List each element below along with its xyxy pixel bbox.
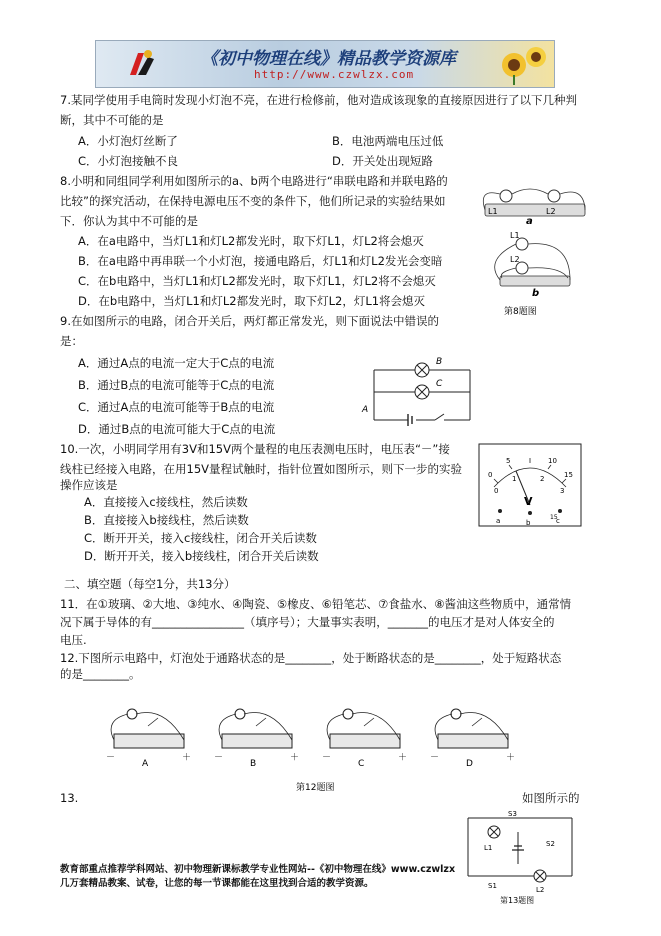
q13-circuit-figure bbox=[462, 806, 578, 906]
scale-top-5: 5 bbox=[506, 457, 511, 465]
svg-text:＋: ＋ bbox=[182, 753, 192, 763]
q11-line3: 电压. bbox=[60, 633, 87, 647]
point-a-label: A bbox=[362, 405, 369, 415]
q9-circuit-figure bbox=[360, 350, 480, 432]
q8-stem-line3: 下．你认为其中不可能的是 bbox=[60, 214, 198, 228]
q13-number: 13. bbox=[60, 791, 79, 805]
circuit-a bbox=[106, 709, 191, 763]
label-s1: S1 bbox=[488, 882, 497, 890]
q9-option-a: A．通过A点的电流一定大于C点的电流 bbox=[78, 356, 275, 370]
label-s2: S2 bbox=[546, 840, 555, 848]
footer-line2: 几万套精品教案、试卷，让您的每一节课都能在这里找到合适的教学资源。 bbox=[60, 878, 374, 889]
section2-heading: 二、填空题（每空1分，共13分） bbox=[64, 577, 236, 591]
q8-fig-b-L1: L1 bbox=[510, 231, 520, 240]
q7-stem-line1: 7.某同学使用手电筒时发现小灯泡不亮，在进行检修前，他对造成该现象的直接原因进行了以下几种判 bbox=[60, 93, 577, 107]
q7-stem-line2: 断，其中不可能的是 bbox=[60, 113, 164, 127]
q7-option-c: C．小灯泡接触不良 bbox=[78, 154, 179, 168]
q8-fig-caption: 第8题图 bbox=[504, 307, 537, 317]
q12-line1: 12.下图所示电路中，灯泡处于通路状态的是________，处于断路状态的是________，处于短路状态 bbox=[60, 651, 562, 665]
q8-option-c: C．在b电路中，当灯L1和灯L2都发光时，取下灯L1，灯L2将不会熄灭 bbox=[78, 274, 436, 288]
q11-line2: 况下属于导体的有________________（填序号）；大量事实表明，_______的电压才是对人体安全的 bbox=[60, 615, 555, 629]
q9-stem-line2: 是： bbox=[60, 334, 83, 348]
q10-option-b: B．直接接入b接线柱，然后读数 bbox=[84, 513, 249, 527]
q10-option-c: C．断开开关，接入c接线柱，闭合开关后读数 bbox=[84, 531, 317, 545]
q7-option-a: A．小灯泡灯丝断了 bbox=[78, 134, 178, 148]
q12-label-b: B bbox=[250, 759, 257, 769]
q10-stem-line1: 10.一次，小明同学用有3V和15V两个量程的电压表测电压时，电压表“－”接 bbox=[60, 442, 450, 456]
scale-bottom-3: 3 bbox=[560, 487, 565, 495]
q12-line2: 的是________。 bbox=[60, 667, 141, 681]
circuit-b bbox=[214, 709, 299, 763]
q13-fig-caption: 第13题图 bbox=[500, 896, 535, 905]
svg-text:＋: ＋ bbox=[506, 753, 516, 763]
q7-option-b: B．电池两端电压过低 bbox=[332, 134, 444, 148]
svg-text:－: － bbox=[106, 753, 116, 763]
circuit-c bbox=[322, 709, 407, 763]
terminal-b: b bbox=[526, 519, 531, 527]
battery-icon bbox=[408, 414, 412, 426]
circuit-d bbox=[430, 709, 515, 763]
point-c-label: C bbox=[436, 379, 443, 389]
q8-stem-line2: 比较”的探究活动，在保持电源电压不变的条件下，他们所记录的实验结果如 bbox=[60, 194, 446, 208]
terminal-c: c bbox=[556, 517, 560, 525]
q12-label-d: D bbox=[466, 759, 473, 769]
q9-option-c: C．通过A点的电流可能等于B点的电流 bbox=[78, 400, 275, 414]
point-b-label: B bbox=[436, 357, 443, 367]
footer-line1: 教育部重点推荐学科网站、初中物理新课标教学专业性网站--《初中物理在线》www.czwlzx bbox=[60, 864, 456, 875]
q8-fig-a-label: a bbox=[526, 216, 533, 227]
q12-label-a: A bbox=[142, 759, 149, 769]
circuit-a bbox=[483, 189, 585, 216]
terminal-a: a bbox=[496, 517, 501, 525]
q10-stem-line2: 线柱已经接入电路，在用15V量程试触时，指针位置如图所示，则下一步的实验 bbox=[60, 462, 462, 476]
scale-bottom-2: 2 bbox=[540, 475, 545, 483]
scale-bottom-1: 1 bbox=[512, 475, 517, 483]
q9-option-d: D．通过B点的电流可能大于C点的电流 bbox=[78, 422, 276, 436]
q12-label-c: C bbox=[358, 759, 365, 769]
q9-stem-line1: 9.在如图所示的电路，闭合开关后，两灯都正常发光，则下面说法中错误的 bbox=[60, 314, 439, 328]
q11-line1: 11．在①玻璃、②大地、③纯水、④陶瓷、⑤橡皮、⑥铅笔芯、⑦食盐水、⑧酱油这些物质中，通常情 bbox=[60, 597, 572, 611]
svg-text:＋: ＋ bbox=[398, 753, 408, 763]
label-s3: S3 bbox=[508, 810, 517, 818]
q8-fig-b-label: b bbox=[532, 288, 540, 299]
svg-text:－: － bbox=[322, 753, 332, 763]
banner-url[interactable]: http://www.czwlzx.com bbox=[254, 68, 415, 81]
scale-bottom-0: 0 bbox=[494, 487, 499, 495]
label-l1: L1 bbox=[484, 844, 493, 852]
meter-symbol: V bbox=[524, 495, 533, 508]
sunflower-icon bbox=[498, 43, 550, 85]
q13-tail: 如图所示的 bbox=[522, 791, 580, 805]
q7-option-d: D．开关处出现短路 bbox=[332, 154, 433, 168]
header-banner bbox=[95, 40, 555, 88]
logo-icon bbox=[124, 47, 158, 81]
voltmeter-figure bbox=[478, 443, 582, 527]
q9-option-b: B．通过B点的电流可能等于C点的电流 bbox=[78, 378, 275, 392]
svg-text:－: － bbox=[430, 753, 440, 763]
scale-top-0: 0 bbox=[488, 471, 493, 479]
q12-fig-caption: 第12题图 bbox=[296, 783, 335, 793]
q10-option-a: A．直接接入c接线柱，然后读数 bbox=[84, 495, 248, 509]
q8-option-a: A．在a电路中，当灯L1和灯L2都发光时，取下灯L1，灯L2将会熄灭 bbox=[78, 234, 424, 248]
q8-stem-line1: 8.小明和同组同学利用如图所示的a、b两个电路进行“串联电路和并联电路的 bbox=[60, 174, 448, 188]
label-l2: L2 bbox=[536, 886, 545, 894]
q8-fig-a-L1: L1 bbox=[488, 207, 498, 216]
q8-figure bbox=[480, 180, 590, 320]
q12-figure bbox=[100, 700, 520, 795]
svg-text:＋: ＋ bbox=[290, 753, 300, 763]
q8-fig-a-L2: L2 bbox=[546, 207, 556, 216]
q10-stem-line3: 操作应该是 bbox=[60, 478, 118, 492]
scale-top-15: 15 bbox=[564, 471, 573, 479]
terminal-15: 15 bbox=[550, 514, 558, 521]
scale-top-10: 10 bbox=[548, 457, 557, 465]
svg-text:－: － bbox=[214, 753, 224, 763]
q8-option-d: D．在b电路中，当灯L1和灯L2都发光时，取下灯L2，灯L1将会熄灭 bbox=[78, 294, 426, 308]
q8-option-b: B．在a电路中再串联一个小灯泡，接通电路后，灯L1和灯L2发光会变暗 bbox=[78, 254, 443, 268]
q8-fig-b-L2: L2 bbox=[510, 255, 520, 264]
circuit-b bbox=[495, 238, 570, 286]
q10-option-d: D．断开开关，接入b接线柱，闭合开关后读数 bbox=[84, 549, 319, 563]
banner-title: 《初中物理在线》精品教学资源库 bbox=[201, 49, 456, 69]
switch-icon bbox=[435, 414, 444, 420]
